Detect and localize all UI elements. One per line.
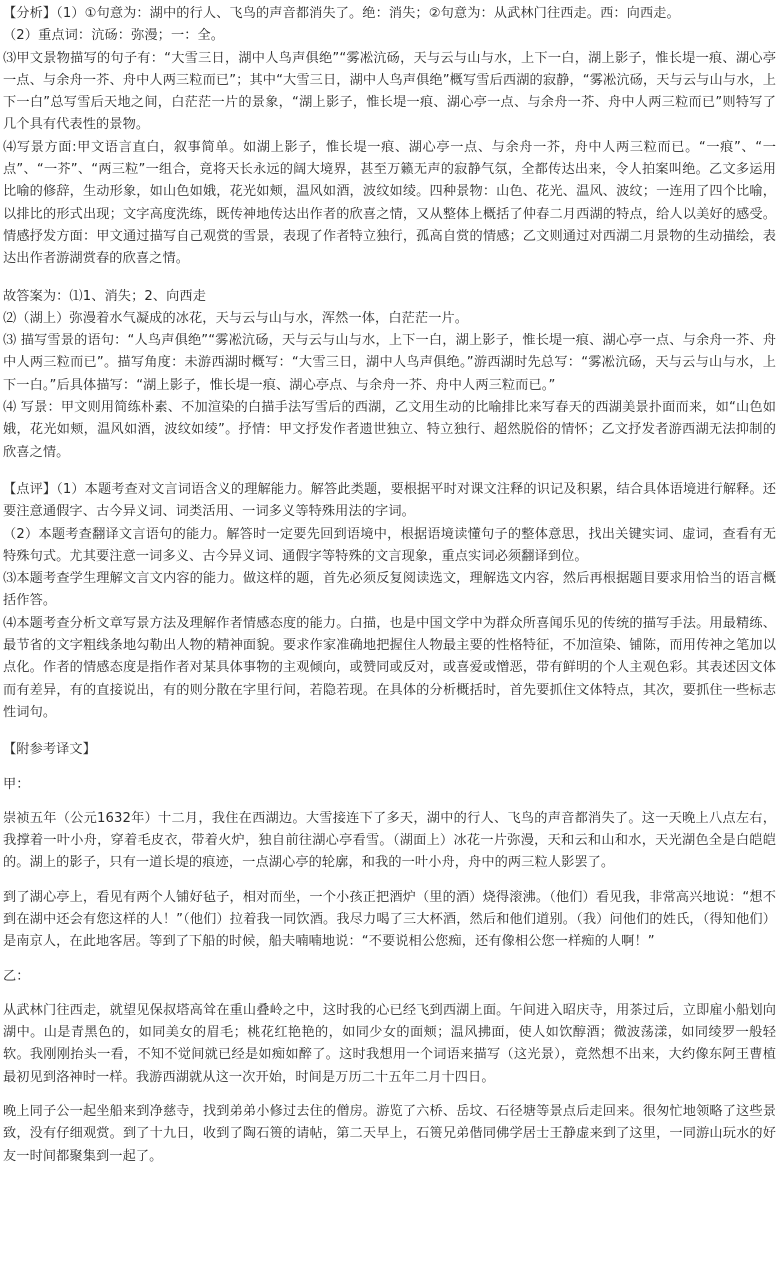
spacer (3, 271, 776, 286)
comment-paragraph-1: 【点评】（1）本题考查对文言词语含义的理解能力。解答此类题，要根据平时对课文注释的识记及积累，结合具体语境进行解释。还要注意通假字、古今异义词、词类活用、一词多义等特殊用法的字词。 (3, 481, 776, 520)
answer-line-2: ⑵（湖上）弥漫着水气凝成的冰花，天与云与山与水，浑然一体，白茫茫一片。 (3, 310, 469, 326)
spacer (3, 875, 776, 887)
translation-yi-label: 乙： (3, 968, 30, 984)
spacer (3, 724, 776, 739)
answer-line-3: ⑶ 描写雪景的语句：“人鸟声俱绝”“雾凇沆砀，天与云与山与水，上下一白，湖上影子，惟长堤一痕、湖心亭一点、与余舟一芥、舟中人两三粒而已”。描写角度：未游西湖时概写：“大雪三日，湖中人鸟声俱绝。”游西湖时先总写：“雾凇沆砀，天与云与山与水，上下一白。”后具体描写：“湖上影子，惟长堤一痕、湖心亭点、与余舟一芥、舟中人两三粒而已。” (3, 333, 776, 393)
translation-header: 【附参考译文】 (3, 742, 97, 758)
comment-paragraph-3: ⑶本题考查学生理解文言文内容的能力。做这样的题，首先必须反复阅读选文，理解选文内容，然后再根据题目要求用恰当的语言概括作答。 (3, 571, 776, 609)
answer-line-4: ⑷ 写景：甲文则用简练朴素、不加渲染的白描手法写雪后的西湖，乙文用生动的比喻排比来写春天的西湖美景扑面而来，如“山色如娥，花光如颊，温风如酒，波纹如绫”。抒情：甲文抒发作者遗世独立、特立独行、超然脱俗的情怀；乙文抒发者游西湖无法抑制的欣喜之情。 (3, 400, 776, 460)
analysis-paragraph-3: ⑶甲文景物描写的句子有：“大雪三日，湖中人鸟声俱绝”“雾凇沆砀，天与云与山与水，上下一白，湖上影子，惟长堤一痕、湖心亭一点、与余舟一芥、舟中人两三粒而已”；其中“大雪三日，湖中人鸟声俱绝”概写雪后西湖的寂静，“雾凇沆砀，天与云与山与水，上下一白”总写雪后天地之间，白茫茫一片的景象，“湖上影子，惟长堤一痕、湖心亭一点、与余舟一芥、舟中人两三粒而已”则特写了几个具有代表性的景物。 (3, 50, 776, 133)
spacer (3, 796, 776, 808)
spacer (3, 1089, 776, 1101)
analysis-paragraph-2: （2）重点词：沆砀：弥漫；一：全。 (3, 28, 225, 44)
spacer (3, 954, 776, 966)
translation-yi-paragraph-1: 从武林门往西走，就望见保叔塔高耸在重山叠岭之中，这时我的心已经飞到西湖上面。午间进入昭庆寺，用茶过后，立即雇小船划向湖中。山是青黑色的，如同美女的眉毛；桃花红艳艳的，如同少女的面颊；温风拂面，使人如饮醇酒；微波荡漾，如同绫罗一般轻软。我刚刚抬头一看，不知不觉间就已经是如痴如醉了。这时我想用一个词语来描写（这光景），竟然想不出来，大约像东阿王曹植最初见到洛神时一样。我游西湖就从这一次开始，时间是万历二十五年二月十四日。 (3, 1002, 776, 1085)
comment-paragraph-4: ⑷本题考查分析文章写景方法及理解作者情感态度的能力。白描，也是中国文学中为群众所喜闻乐见的传统的描写手法。用最精练、最节省的文字粗线条地勾勒出人物的精神面貌。要求作家准确地把握住人物最主要的性格特征，不加渲染、铺陈，而用传神之笔加以点化。作者的情感态度是指作者对某具体事物的主观倾向，或赞同或反对，或喜爱或憎恶，带有鲜明的个人主观色彩。其表述因文体而有差异，有的直接说出，有的则分散在字里行间，若隐若现。在具体的分析概括时，首先要抓住文体特点，其次，要抓住一些标志性词句。 (3, 615, 776, 720)
translation-yi-paragraph-2: 晚上同子公一起坐船来到净慈寺，找到弟弟小修过去住的僧房。游览了六桥、岳坟、石径塘等景点后走回来。很匆忙地领略了这些景致，没有仔细观赏。到了十九日，收到了陶石篑的请帖，第二天早上，石篑兄弟偕同佛学居士王静虚来到了这里，一同游山玩水的好友一时间都聚集到一起了。 (3, 1104, 776, 1164)
translation-jia-paragraph-2: 到了湖心亭上，看见有两个人铺好毡子，相对而坐，一个小孩正把酒炉（里的酒）烧得滚沸。（他们）看见我，非常高兴地说：“想不到在湖中还会有您这样的人！”（他们）拉着我一同饮酒。我尽力喝了三大杯酒，然后和他们道别。（我）问他们的姓氏，（得知他们）是南京人，在此地客居。等到了下船的时候，船夫喃喃地说：“不要说相公您痴，还有像相公您一样痴的人啊！” (3, 889, 776, 950)
spacer (3, 988, 776, 1000)
analysis-paragraph-4: ⑷写景方面:甲文语言直白，叙事简单。如湖上影子，惟长堤一痕、湖心亭一点、与余舟一芥，舟中人两三粒而已。“一痕”、“一点”、“一芥”、“两三粒”一组合，竟将天长永远的阔大境界，甚至万籁无声的寂静气氛，全都传达出来，令人拍案叫绝。乙文多运用比喻的修辞，生动形象，如山色如娥，花光如颊，温风如酒，波纹如绫。四种景物：山色、花光、温风、波纹；一连用了四个比喻，以排比的形式出现；文字高度洗练，既传神地传达出作者的欣喜之情，又从整体上概括了仲春二月西湖的特点，给人以美好的感受。情感抒发方面：甲文通过描写自己观赏的雪景，表现了作者特立独行，孤高自赏的情感；乙文则通过对西湖二月景物的生动描绘，表达出作者游湖赏春的欣喜之情。 (3, 139, 776, 267)
translation-jia-paragraph-1: 崇祯五年（公元1632年）十二月，我住在西湖边。大雪接连下了多天，湖中的行人、飞鸟的声音都消失了。这一天晚上八点左右，我撑着一叶小舟，穿着毛皮衣，带着火炉，独自前往湖心亭看雪。（湖面上）冰花一片弥漫，天和云和山和水，天光湖色全是白皑皑的。湖上的影子，只有一道长堤的痕迹，一点湖心亭的轮廓，和我的一叶小舟，舟中的两三粒人影罢了。 (3, 810, 776, 871)
translation-jia-label: 甲： (3, 776, 30, 792)
comment-paragraph-2: （2）本题考查翻译文言语句的能力。解答时一定要先回到语境中，根据语境读懂句子的整体意思，找出关键实词、虚词，查看有无特殊句式。尤其要注意一词多义、古今异义词、通假字等特殊的文言现象，重点实词必须翻译到位。 (3, 526, 776, 564)
spacer (3, 762, 776, 774)
answer-line-1: 故答案为：⑴1、消失；2、向西走 (3, 288, 207, 304)
analysis-paragraph-1: 【分析】（1）①句意为：湖中的行人、飞鸟的声音都消失了。绝：消失；②句意为：从武林门往西走。西：向西走。 (3, 6, 680, 21)
spacer (3, 464, 776, 479)
